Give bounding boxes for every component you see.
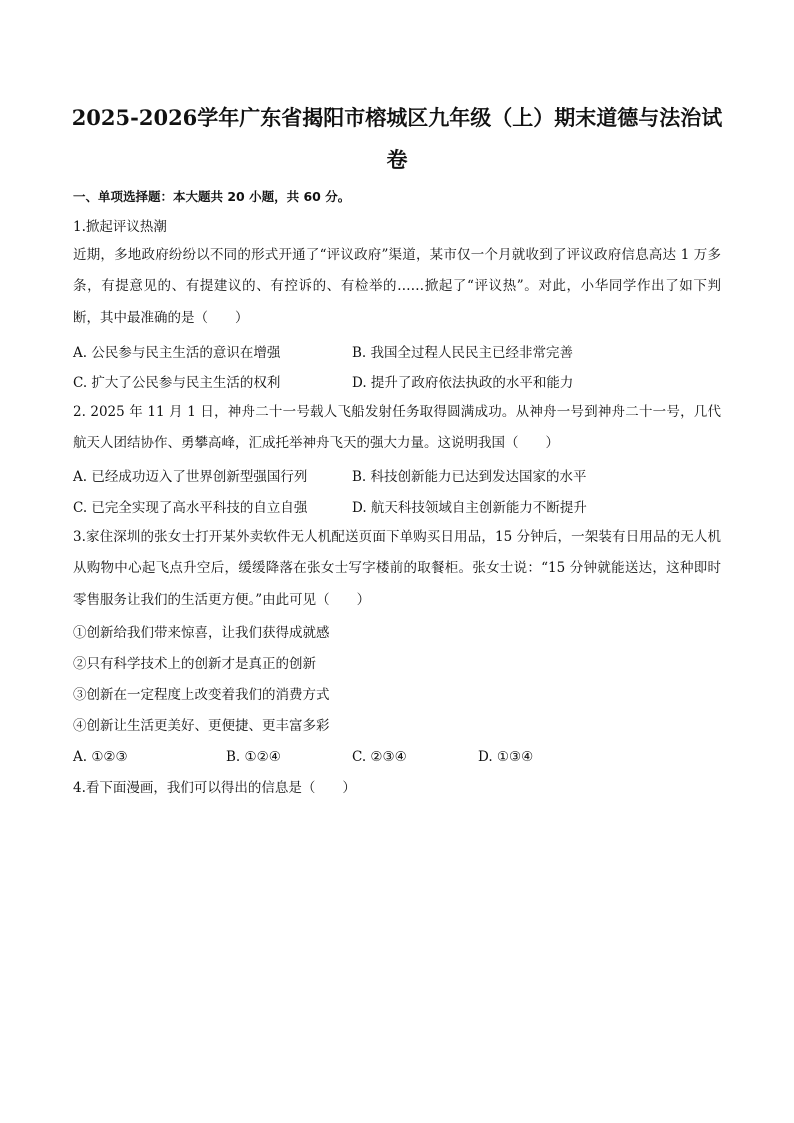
- question-2-option-c: C. 已完全实现了高水平科技的自立自强: [73, 500, 308, 516]
- question-1-option-b: B. 我国全过程人民民主已经非常完善: [352, 345, 574, 361]
- question-3-statement-2: ②只有科学技术上的创新才是真正的创新: [73, 656, 316, 672]
- question-1-option-c: C. 扩大了公民参与民主生活的权利: [73, 375, 281, 391]
- page-title-continued: 卷: [386, 147, 408, 172]
- question-1-option-a: A. 公民参与民主生活的意识在增强: [73, 345, 281, 361]
- question-2-option-a: A. 已经成功迈入了世界创新型强国行列: [73, 469, 308, 485]
- question-3-option-b: B. ①②④: [226, 749, 281, 765]
- question-1-stem: 近期，多地政府纷纷以不同的形式开通了“评议政府”渠道，某市仅一个月就收到了评议政府信息高达 1 万多条，有提意见的、有提建议的、有控诉的、有检举的……掀起了“评议热”。对此，小华同学作出了如下判断，其中最准确的是（ ）: [73, 247, 721, 326]
- question-3-statement-1: ①创新给我们带来惊喜，让我们获得成就感: [73, 625, 330, 641]
- question-1-heading: 1.掀起评议热潮: [73, 219, 167, 235]
- question-1-option-d: D. 提升了政府依法执政的水平和能力: [352, 375, 574, 391]
- section-heading: 一、单项选择题：本大题共 20 小题，共 60 分。: [73, 189, 351, 204]
- question-3-option-c: C. ②③④: [352, 749, 407, 765]
- question-3-option-a: A. ①②③: [73, 749, 128, 765]
- question-2-stem: 2. 2025 年 11 月 1 日，神舟二十一号载人飞船发射任务取得圆满成功。从神舟一号到神舟二十一号，几代航天人团结协作、勇攀高峰，汇成托举神舟飞天的强大力量。这说明我国（ ）: [73, 404, 721, 452]
- question-3-statement-3: ③创新在一定程度上改变着我们的消费方式: [73, 687, 330, 703]
- question-2-option-b: B. 科技创新能力已达到发达国家的水平: [352, 469, 587, 485]
- question-3-option-d: D. ①③④: [478, 749, 534, 765]
- question-3-statement-4: ④创新让生活更美好、更便捷、更丰富多彩: [73, 718, 330, 734]
- question-3-stem: 3.家住深圳的张女士打开某外卖软件无人机配送页面下单购买日用品，15 分钟后，一架装有日用品的无人机从购物中心起飞点升空后，缓缓降落在张女士写字楼前的取餐柜。张女士说：“15 分钟就能送达，这种即时零售服务让我们的生活更方便。”由此可见（ ）: [73, 529, 721, 608]
- question-4-stem: 4.看下面漫画，我们可以得出的信息是（ ）: [73, 780, 356, 796]
- page-title: 2025-2026学年广东省揭阳市榕城区九年级（上）期末道德与法治试: [71, 105, 723, 130]
- question-2-option-d: D. 航天科技领域自主创新能力不断提升: [352, 500, 587, 516]
